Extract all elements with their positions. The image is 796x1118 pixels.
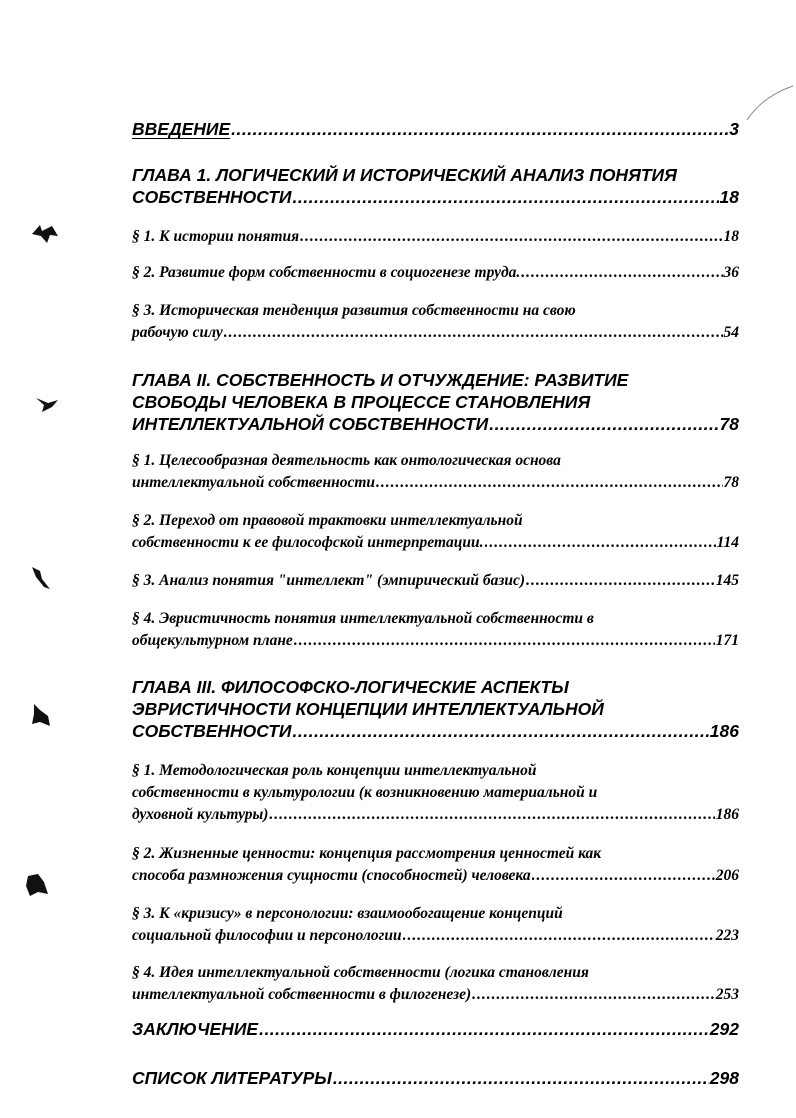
toc-entry-ch1-section-3	[132, 300, 739, 344]
toc-entry-title: СОБСТВЕННОСТИ	[132, 721, 292, 741]
dot-leader	[269, 804, 714, 826]
dot-leader	[472, 984, 715, 1006]
toc-entry-title: СПИСОК ЛИТЕРАТУРЫ	[132, 1068, 332, 1088]
toc-entry-ch3-section-3	[132, 903, 739, 947]
scan-mark-icon	[28, 702, 52, 728]
dot-leader	[231, 118, 728, 140]
toc-entry-ch2-section-4	[132, 608, 739, 652]
dot-leader	[333, 1067, 709, 1089]
toc-entry-chapter-3	[132, 676, 739, 742]
dot-leader	[294, 630, 715, 652]
toc-entry-title: § 2. Переход от правовой трактовки интеллектуальной	[132, 512, 523, 529]
toc-entry-bibliography	[132, 1067, 739, 1089]
toc-entry-ch3-section-4	[132, 962, 739, 1006]
toc-entry-title: ЗАКЛЮЧЕНИЕ	[132, 1019, 259, 1039]
toc-entry-title: § 2. Развитие форм собственности в социогенезе труда.	[132, 264, 521, 281]
toc-entry-title: СВОБОДЫ ЧЕЛОВЕКА В ПРОЦЕССЕ СТАНОВЛЕНИЯ	[132, 392, 591, 412]
toc-entry-title: § 2. Жизненные ценности: концепция рассмотрения ценностей как	[132, 845, 602, 862]
toc-entry-title: § 1. Целесообразная деятельность как онтологическая основа	[132, 452, 561, 469]
toc-page-number: 36	[723, 264, 739, 281]
toc-page-number: 186	[709, 721, 739, 741]
scan-mark-icon	[34, 394, 60, 414]
toc-entry-title: рабочую силу	[132, 324, 223, 341]
toc-entry-title: интеллектуальной собственности в филогенезе)	[132, 986, 472, 1003]
toc-entry-title: ГЛАВА II. СОБСТВЕННОСТЬ И ОТЧУЖДЕНИЕ: РАЗВИТИЕ	[132, 370, 629, 390]
toc-entry-ch1-section-1	[132, 226, 739, 248]
toc-entry-title: СОБСТВЕННОСТИ	[132, 187, 292, 207]
scan-mark-icon	[30, 222, 60, 244]
toc-entry-ch3-section-2	[132, 843, 739, 887]
toc-entry-conclusion	[132, 1018, 739, 1040]
toc-entry-chapter-1	[132, 164, 739, 208]
toc-page-number: 78	[719, 414, 739, 434]
toc-entry-title: § 4. Идея интеллектуальной собственности (логика становления	[132, 964, 589, 981]
dot-leader	[526, 570, 715, 592]
toc-page-number: 171	[715, 632, 739, 649]
dot-leader	[293, 186, 719, 208]
scan-line-icon	[745, 82, 795, 122]
toc-page-number: 292	[709, 1019, 739, 1039]
toc-entry-title: ГЛАВА III. ФИЛОСОФСКО-ЛОГИЧЕСКИЕ АСПЕКТЫ	[132, 677, 569, 697]
toc-entry-title: § 3. К «кризису» в персонологии: взаимообогащение концепций	[132, 905, 563, 922]
toc-entry-title: ГЛАВА 1. ЛОГИЧЕСКИЙ И ИСТОРИЧЕСКИЙ АНАЛИЗ ПОНЯТИЯ	[132, 165, 677, 185]
dot-leader	[300, 226, 722, 248]
dot-leader	[489, 413, 718, 435]
toc-entry-title: § 3. Анализ понятия "интеллект" (эмпирический базис)	[132, 572, 526, 589]
toc-page-number: 186	[715, 806, 739, 823]
dot-leader	[293, 720, 709, 742]
toc-page-number: 3	[729, 119, 739, 139]
dot-leader	[485, 532, 716, 554]
toc-entry-ch3-section-1	[132, 760, 739, 826]
dot-leader	[376, 472, 722, 494]
toc-entry-title: § 4. Эвристичность понятия интеллектуальной собственности в	[132, 610, 594, 627]
toc-entry-title: собственности к ее философской интерпретации.	[132, 534, 484, 551]
dot-leader	[521, 262, 722, 284]
toc-page-number: 18	[719, 187, 739, 207]
toc-entry-title: социальной философии и персонологии	[132, 927, 402, 944]
toc-page-number: 78	[723, 474, 739, 491]
toc-entry-title: интеллектуальной собственности	[132, 474, 376, 491]
scan-mark-icon	[30, 565, 52, 591]
toc-entry-title: собственности в культурологии (к возникновению материальной и	[132, 784, 598, 801]
toc-entry-ch2-section-1	[132, 450, 739, 494]
toc-entry-title: ИНТЕЛЛЕКТУАЛЬНОЙ СОБСТВЕННОСТИ	[132, 414, 489, 434]
toc-entry-ch2-section-3	[132, 570, 739, 592]
toc-entry-ch2-section-2	[132, 510, 739, 554]
toc-entry-title: ВВЕДЕНИЕ	[132, 119, 231, 139]
toc-entry-title: § 1. Методологическая роль концепции интеллектуальной	[132, 762, 537, 779]
toc-entry-title: ЭВРИСТИЧНОСТИ КОНЦЕПЦИИ ИНТЕЛЛЕКТУАЛЬНОЙ	[132, 699, 604, 719]
toc-entry-title: духовной культуры)	[132, 806, 269, 823]
toc-entry-introduction	[132, 118, 739, 140]
toc-entry-title: § 1. К истории понятия	[132, 228, 300, 245]
toc-page-number: 114	[716, 534, 739, 551]
dot-leader	[224, 322, 723, 344]
toc-page-number: 206	[715, 867, 739, 884]
toc-entry-chapter-2	[132, 369, 739, 435]
dot-leader	[532, 865, 715, 887]
toc-page-number: 18	[723, 228, 739, 245]
toc-entry-title: способа размножения сущности (способностей) человека	[132, 867, 531, 884]
dot-leader	[403, 925, 715, 947]
toc-entry-ch1-section-2	[132, 262, 739, 284]
toc-page-number: 54	[723, 324, 739, 341]
toc-page-number: 145	[715, 572, 739, 589]
toc-page-number: 223	[715, 927, 739, 944]
toc-entry-title: § 3. Историческая тенденция развития собственности на свою	[132, 302, 576, 319]
toc-page-number: 253	[715, 986, 739, 1003]
scan-mark-icon	[24, 872, 50, 898]
dot-leader	[259, 1018, 709, 1040]
toc-entry-title: общекультурном плане	[132, 632, 293, 649]
toc-page-number: 298	[709, 1068, 739, 1088]
